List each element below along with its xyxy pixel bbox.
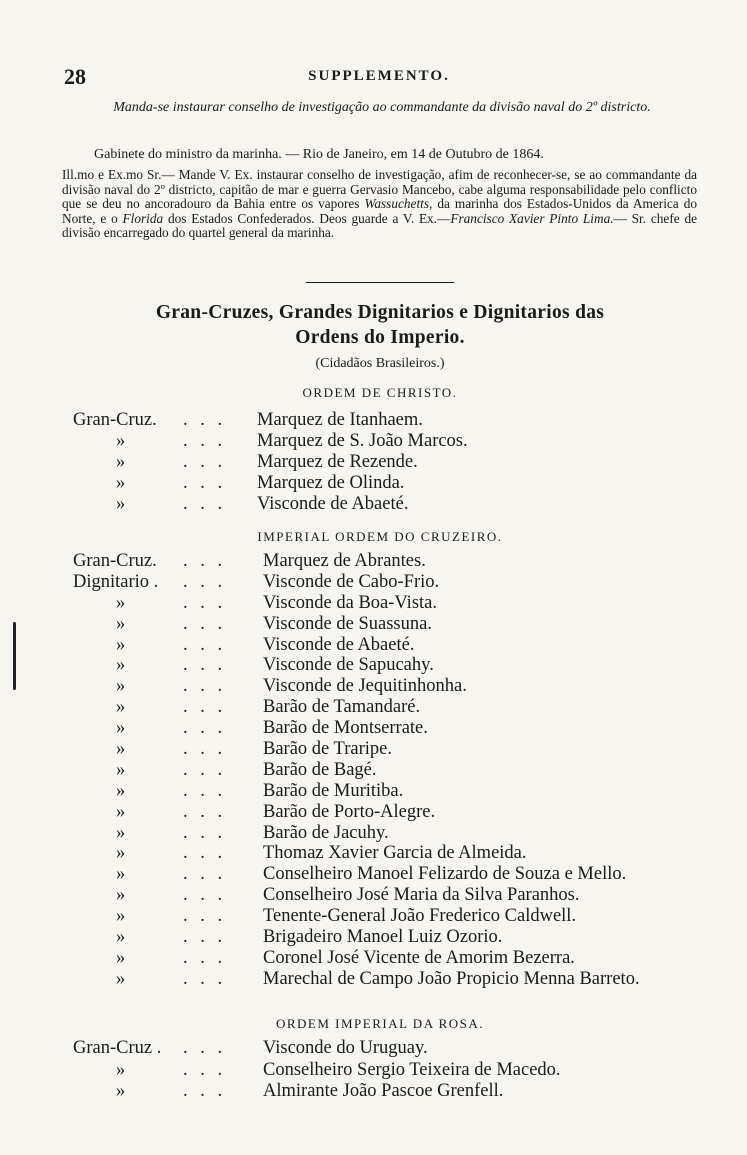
list-item bbox=[0, 781, 747, 802]
leader-dots: . . . bbox=[183, 634, 227, 655]
rank-label: Gran-Cruz . bbox=[73, 1038, 162, 1058]
list-item bbox=[0, 760, 747, 781]
rank-label: » bbox=[116, 759, 126, 780]
list-item bbox=[0, 473, 747, 494]
leader-dots: . . . bbox=[183, 718, 227, 739]
list-item bbox=[0, 614, 747, 635]
leader-dots: . . . bbox=[183, 885, 227, 906]
rank-label: Gran-Cruz. bbox=[73, 551, 157, 571]
rank-label: » bbox=[116, 801, 126, 822]
page-number: 28 bbox=[64, 64, 86, 89]
list-item bbox=[0, 927, 747, 948]
list-item bbox=[0, 969, 747, 990]
list-item bbox=[0, 1038, 747, 1060]
leader-dots: . . . bbox=[183, 968, 227, 989]
letter-body-part1: Ill.mo e Ex.mo Sr.— Mande V. Ex. instaurar conselho de investigação, afim de reconhecer-se, se ao commandante da divisão naval do 2º districto, capitão de mar e guerra Gervasio Mancebo, cabe alguma responsabilidade pelo conflicto que se deu no ancoradouro da Bahia entre os vapores bbox=[62, 167, 697, 211]
leader-dots: . . . bbox=[183, 655, 227, 676]
honoree-name: Almirante João Pascoe Grenfell. bbox=[263, 1081, 504, 1101]
list-item bbox=[0, 864, 747, 885]
list-item bbox=[0, 431, 747, 452]
section-divider bbox=[306, 282, 454, 283]
list-item bbox=[0, 1081, 747, 1103]
leader-dots: . . . bbox=[183, 410, 227, 430]
letter-body-part4: — Sr. chefe de divisão encarregado do quartel general da marinha. bbox=[62, 210, 697, 240]
list-item bbox=[0, 452, 747, 473]
letter-subject: Manda-se instaurar conselho de investigação ao commandante da divisão naval do 2º districto. bbox=[113, 100, 651, 115]
leader-dots: . . . bbox=[183, 551, 227, 571]
rank-label: » bbox=[116, 451, 126, 472]
leader-dots: . . . bbox=[183, 697, 227, 718]
leader-dots: . . . bbox=[183, 822, 227, 843]
rank-label: » bbox=[116, 1059, 126, 1080]
honoree-name: Visconde de Sapucahy. bbox=[263, 655, 434, 676]
honoree-name: Barão de Montserrate. bbox=[263, 718, 428, 739]
list-item bbox=[0, 885, 747, 906]
order-heading-christo: ORDEM DE CHRISTO. bbox=[302, 385, 458, 400]
leader-dots: . . . bbox=[183, 864, 227, 885]
leader-dots: . . . bbox=[183, 947, 227, 968]
honoree-name: Visconde do Uruguay. bbox=[263, 1038, 428, 1058]
honoree-name: Barão de Porto-Alegre. bbox=[263, 801, 436, 822]
honoree-name: Visconde de Jequitinhonha. bbox=[263, 676, 467, 697]
rank-label: » bbox=[116, 634, 126, 655]
honoree-name: Coronel José Vicente de Amorim Bezerra. bbox=[263, 947, 575, 968]
list-item bbox=[0, 635, 747, 656]
list-item bbox=[0, 593, 747, 614]
section-title-line2: Ordens do Imperio. bbox=[295, 327, 465, 348]
honoree-name: Visconde de Suassuna. bbox=[263, 613, 432, 634]
rank-label: » bbox=[116, 472, 126, 493]
page-header bbox=[64, 64, 694, 92]
honoree-name: Marquez de Abrantes. bbox=[263, 551, 426, 571]
honoree-name: Barão de Traripe. bbox=[263, 739, 392, 760]
list-item bbox=[0, 843, 747, 864]
order-list-cruzeiro bbox=[0, 551, 747, 990]
leader-dots: . . . bbox=[183, 1038, 227, 1058]
rank-label: » bbox=[116, 947, 126, 968]
rank-label: » bbox=[116, 676, 126, 697]
letter-body-part2: da marinha dos Estados-Unidos da America do Norte, e o bbox=[62, 196, 697, 226]
honoree-name: Marquez de Rezende. bbox=[257, 451, 418, 472]
list-item bbox=[0, 739, 747, 760]
honoree-name: Visconde da Boa-Vista. bbox=[263, 592, 437, 613]
rank-label: » bbox=[116, 493, 126, 514]
honoree-name: Barão de Jacuhy. bbox=[263, 822, 389, 843]
list-item bbox=[0, 410, 747, 431]
ship-name-wassuchetts: Wassuchetts, bbox=[364, 196, 433, 211]
section-title-line1: Gran-Cruzes, Grandes Dignitarios e Dignitarios das bbox=[155, 302, 605, 323]
leader-dots: . . . bbox=[183, 472, 227, 493]
list-item bbox=[0, 551, 747, 572]
list-item bbox=[0, 572, 747, 593]
rank-label: » bbox=[116, 927, 126, 948]
rank-label: Gran-Cruz. bbox=[73, 410, 157, 430]
section-title bbox=[40, 300, 720, 350]
list-item bbox=[0, 906, 747, 927]
rank-label: » bbox=[116, 822, 126, 843]
list-item bbox=[0, 655, 747, 676]
letter-dateline: Gabinete do ministro da marinha. — Rio de Janeiro, em 14 de Outubro de 1864. bbox=[94, 147, 544, 162]
honoree-name: Conselheiro Manoel Felizardo de Souza e Mello. bbox=[263, 864, 627, 885]
order-list-christo bbox=[0, 410, 747, 514]
list-item bbox=[0, 802, 747, 823]
rank-label: » bbox=[116, 718, 126, 739]
honoree-name: Visconde de Abaeté. bbox=[257, 493, 409, 514]
rank-label: » bbox=[116, 968, 126, 989]
leader-dots: . . . bbox=[183, 739, 227, 760]
order-list-rosa bbox=[0, 1038, 747, 1103]
order-heading-cruzeiro: IMPERIAL ORDEM DO CRUZEIRO. bbox=[257, 529, 503, 544]
list-item bbox=[0, 697, 747, 718]
honoree-name: Visconde de Cabo-Frio. bbox=[263, 571, 440, 592]
list-item bbox=[0, 1060, 747, 1082]
honoree-name: Marechal de Campo João Propicio Menna Barreto. bbox=[263, 968, 640, 989]
leader-dots: . . . bbox=[183, 1059, 227, 1080]
rank-label: » bbox=[116, 780, 126, 801]
rank-label: » bbox=[116, 843, 126, 864]
rank-label: » bbox=[116, 697, 126, 718]
honoree-name: Conselheiro Sergio Teixeira de Macedo. bbox=[263, 1059, 561, 1080]
leader-dots: . . . bbox=[183, 613, 227, 634]
leader-dots: . . . bbox=[183, 927, 227, 948]
rank-label: » bbox=[116, 906, 126, 927]
honoree-name: Barão de Tamandaré. bbox=[263, 697, 421, 718]
leader-dots: . . . bbox=[183, 430, 227, 451]
leader-dots: . . . bbox=[183, 759, 227, 780]
leader-dots: . . . bbox=[183, 843, 227, 864]
leader-dots: . . . bbox=[183, 676, 227, 697]
leader-dots: . . . bbox=[183, 571, 227, 592]
letter-body bbox=[62, 168, 697, 241]
rank-label: » bbox=[116, 864, 126, 885]
honoree-name: Marquez de Olinda. bbox=[257, 472, 405, 493]
leader-dots: . . . bbox=[183, 906, 227, 927]
letter-signature: Francisco Xavier Pinto Lima. bbox=[450, 210, 614, 226]
leader-dots: . . . bbox=[183, 801, 227, 822]
order-heading-rosa: ORDEM IMPERIAL DA ROSA. bbox=[275, 1016, 485, 1031]
honoree-name: Marquez de Itanhaem. bbox=[257, 410, 423, 430]
rank-label: » bbox=[116, 592, 126, 613]
leader-dots: . . . bbox=[183, 780, 227, 801]
leader-dots: . . . bbox=[183, 592, 227, 613]
honoree-name: Tenente-General João Frederico Caldwell. bbox=[263, 906, 577, 927]
rank-label: » bbox=[116, 613, 126, 634]
leader-dots: . . . bbox=[183, 451, 227, 472]
leader-dots: . . . bbox=[183, 1081, 227, 1101]
list-item bbox=[0, 823, 747, 844]
rank-label: Dignitario . bbox=[73, 571, 159, 592]
honoree-name: Thomaz Xavier Garcia de Almeida. bbox=[263, 843, 527, 864]
list-item bbox=[0, 676, 747, 697]
section-note: (Cidadãos Brasileiros.) bbox=[315, 356, 445, 371]
rank-label: » bbox=[116, 885, 126, 906]
list-item bbox=[0, 718, 747, 739]
honoree-name: Barão de Bagé. bbox=[263, 759, 377, 780]
running-head: SUPPLEMENTO. bbox=[308, 68, 450, 84]
margin-ink-mark bbox=[13, 622, 16, 690]
honoree-name: Visconde de Abaeté. bbox=[263, 634, 415, 655]
honoree-name: Brigadeiro Manoel Luiz Ozorio. bbox=[263, 927, 503, 948]
list-item bbox=[0, 948, 747, 969]
rank-label: » bbox=[116, 739, 126, 760]
rank-label: » bbox=[116, 430, 126, 451]
list-item bbox=[0, 494, 747, 515]
letter-body-part3: dos Estados Confederados. Deos guarde a V. Ex.— bbox=[167, 210, 451, 226]
ship-name-florida: Florida bbox=[122, 210, 164, 226]
leader-dots: . . . bbox=[183, 493, 227, 514]
rank-label: » bbox=[116, 655, 126, 676]
honoree-name: Barão de Muritiba. bbox=[263, 780, 404, 801]
honoree-name: Marquez de S. João Marcos. bbox=[257, 430, 468, 451]
rank-label: » bbox=[116, 1081, 126, 1101]
honoree-name: Conselheiro José Maria da Silva Paranhos. bbox=[263, 885, 580, 906]
